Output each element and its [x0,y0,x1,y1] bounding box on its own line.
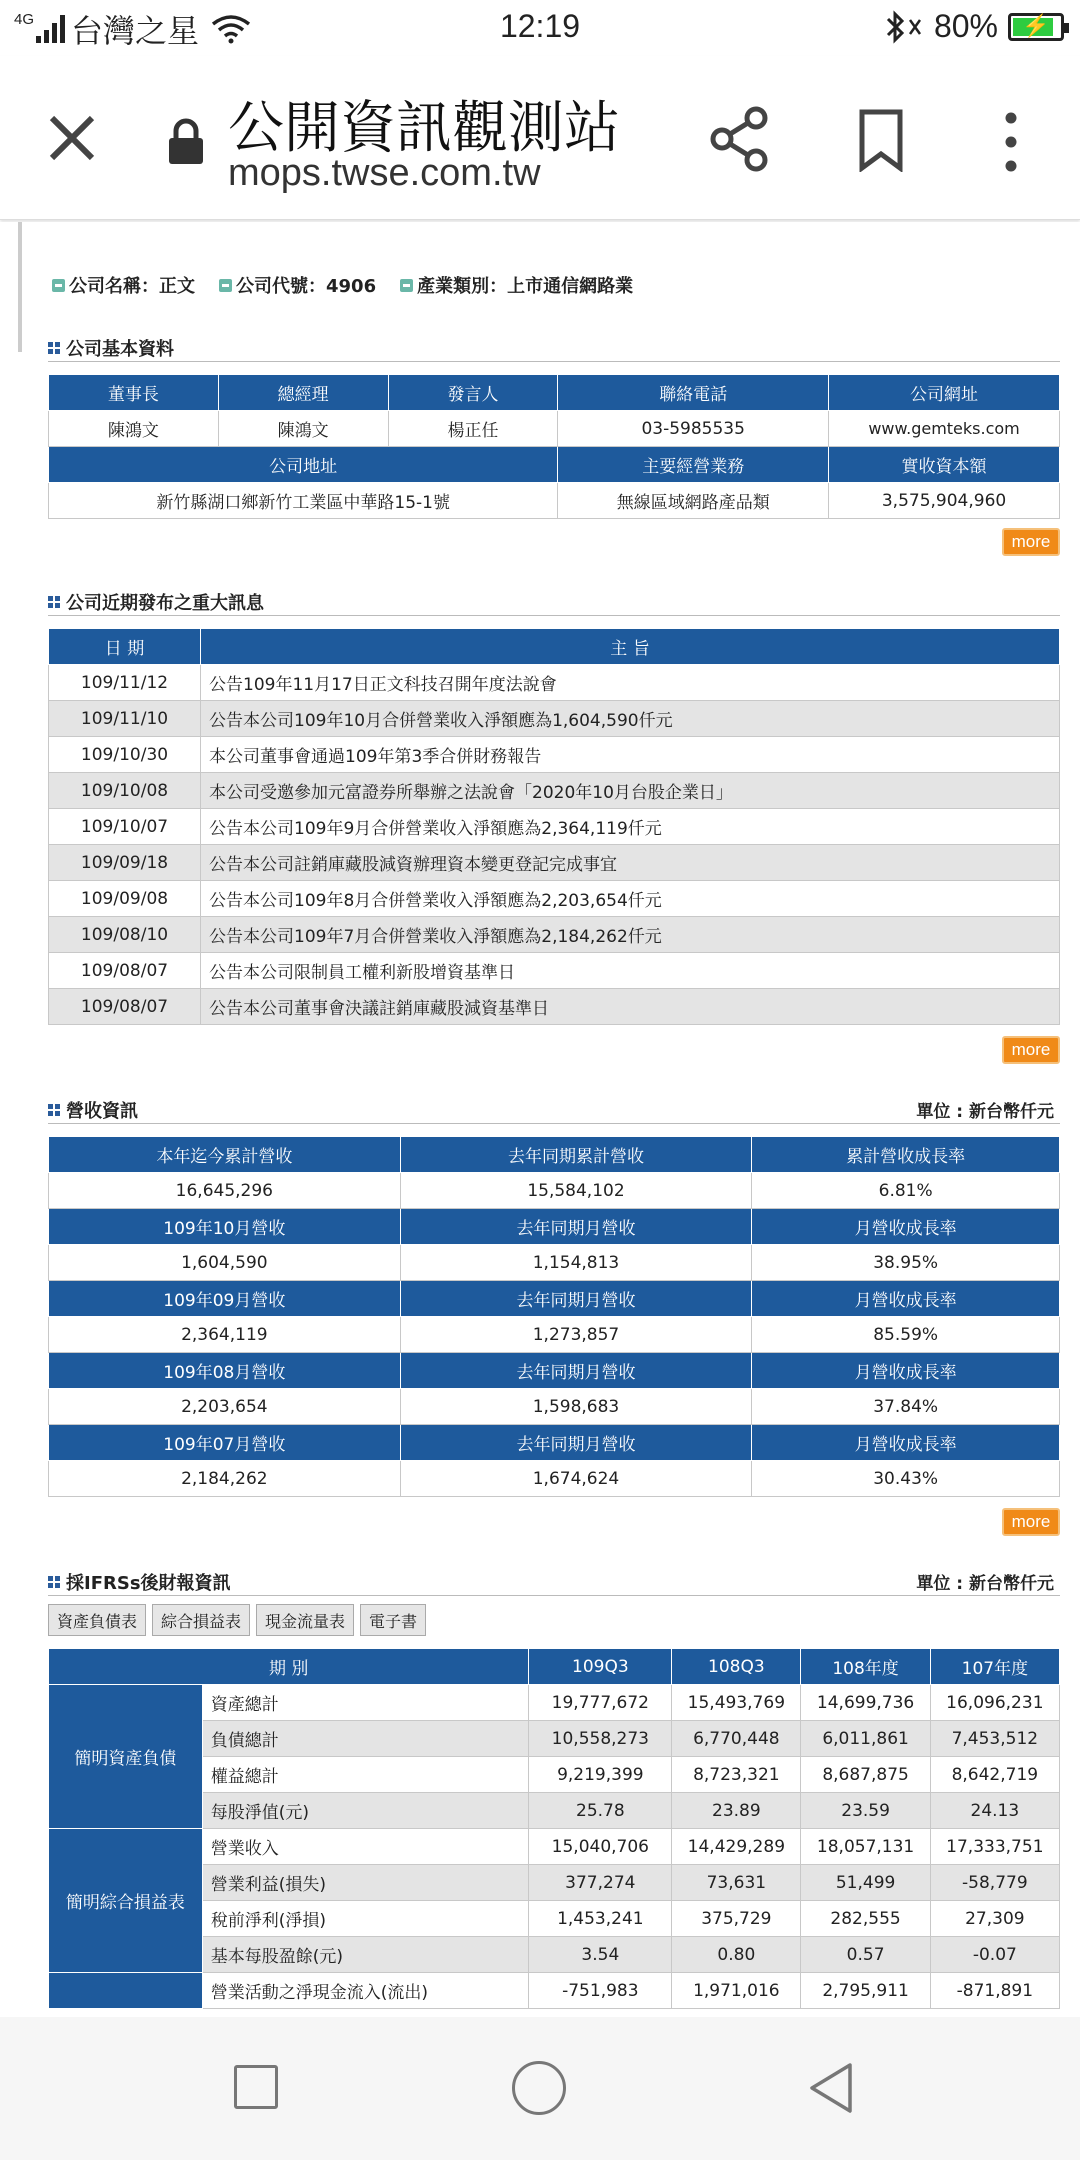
lock-icon [166,118,206,166]
financial-value: 8,723,321 [672,1757,801,1793]
more-button[interactable]: more [1002,1508,1060,1536]
row-label: 資產總計 [202,1685,529,1721]
period-header: 108Q3 [672,1649,801,1685]
financial-value: 1,971,016 [672,1973,801,2009]
header-cell: 去年同期累計營收 [400,1137,752,1173]
back-icon[interactable] [806,2061,856,2115]
header-cell: 公司網址 [829,375,1060,411]
header-cell: 月營收成長率 [752,1425,1060,1461]
period-header: 109Q3 [529,1649,672,1685]
row-label: 負債總計 [202,1721,529,1757]
table-row [49,1245,1060,1281]
financial-value: 15,040,706 [529,1829,672,1865]
financial-value: -0.07 [930,1937,1059,1973]
group-cash-flow [49,1973,203,2009]
financial-value: 19,777,672 [529,1685,672,1721]
financial-value: 375,729 [672,1901,801,1937]
section-bullet-icon [48,1576,60,1588]
section-bullet-icon [48,342,60,354]
news-date: 109/10/07 [49,809,201,845]
bullet-icon [400,279,413,292]
header-cell: 主要經營業務 [558,447,829,483]
financial-value: 23.59 [801,1793,930,1829]
section-news-header [48,588,1060,616]
more-button[interactable]: more [1002,1036,1060,1064]
header-cell: 累計營收成長率 [752,1137,1060,1173]
financial-value: 14,699,736 [801,1685,930,1721]
revenue-value: 1,273,857 [400,1317,752,1353]
row-label: 基本每股盈餘(元) [202,1937,529,1973]
news-subject-link[interactable]: 本公司董事會通過109年第3季合併財務報告 [201,737,1060,773]
web-content [0,222,1080,2017]
carrier-name: 台灣之星 [71,13,200,49]
table-row [49,1137,1060,1173]
header-cell: 109年09月營收 [49,1281,401,1317]
revenue-value: 15,584,102 [400,1173,752,1209]
news-date: 109/10/30 [49,737,201,773]
company-name: 公司名稱：正文 [69,276,195,297]
ifrs-table [48,1648,1060,2009]
header-cell: 公司地址 [49,447,558,483]
financial-value: 10,558,273 [529,1721,672,1757]
financial-value: 8,687,875 [801,1757,930,1793]
bullet-icon [52,279,65,292]
financial-value: -751,983 [529,1973,672,2009]
financial-value: 9,219,399 [529,1757,672,1793]
row-label: 營業活動之淨現金流入(流出) [202,1973,529,2009]
revenue-value: 37.84% [752,1389,1060,1425]
bullet-icon [219,279,232,292]
company-industry: 產業類別：上市通信網路業 [417,276,634,297]
section-title: 公司近期發布之重大訊息 [66,592,264,614]
bluetooth-icon [880,10,924,44]
header-cell: 月營收成長率 [752,1209,1060,1245]
news-subject-link[interactable]: 公告本公司109年10月合併營業收入淨額應為1,604,590仟元 [201,701,1060,737]
header-cell: 期 別 [49,1649,529,1685]
financial-value: 27,309 [930,1901,1059,1937]
chairman-value: 陳鴻文 [49,411,219,447]
table-row [49,1425,1060,1461]
news-subject-link[interactable]: 公告本公司董事會決議註銷庫藏股減資基準日 [201,989,1060,1025]
header-cell: 去年同期月營收 [400,1209,752,1245]
table-row [49,1829,1060,1865]
section-bullet-icon [48,596,60,608]
news-date: 109/10/08 [49,773,201,809]
financial-value: 377,274 [529,1865,672,1901]
header-cell: 實收資本額 [829,447,1060,483]
header-cell: 月營收成長率 [752,1281,1060,1317]
capital-value: 3,575,904,960 [829,483,1060,519]
header-cell: 去年同期月營收 [400,1425,752,1461]
section-bullet-icon [48,1104,60,1116]
financial-value: 73,631 [672,1865,801,1901]
url-field[interactable]: mops.twse.com.tw [228,152,541,194]
gm-value: 陳鴻文 [218,411,388,447]
section-ifrs-header [48,1568,1060,1596]
news-date: 109/11/10 [49,701,201,737]
news-subject-link[interactable]: 公告本公司限制員工權利新股增資基準日 [201,953,1060,989]
status-bar [0,0,1080,56]
report-tabs [48,1604,426,1636]
financial-value: 1,453,241 [529,1901,672,1937]
financial-value: 6,011,861 [801,1721,930,1757]
financial-value: 14,429,289 [672,1829,801,1865]
news-subject-link[interactable]: 公告本公司109年9月合併營業收入淨額應為2,364,119仟元 [201,809,1060,845]
period-header: 108年度 [801,1649,930,1685]
clock: 12:19 [499,8,581,44]
section-title: 採IFRSs後財報資訊 [66,1572,231,1594]
table-row[interactable] [49,881,1060,917]
tab-balance-sheet[interactable]: 資產負債表 [48,1604,146,1636]
revenue-value: 1,598,683 [400,1389,752,1425]
scroll-edge [18,222,22,352]
company-code: 公司代號：4906 [236,276,377,297]
header-cell: 去年同期月營收 [400,1281,752,1317]
revenue-value: 2,364,119 [49,1317,401,1353]
table-row[interactable] [49,845,1060,881]
table-row [49,1281,1060,1317]
financial-value: 8,642,719 [930,1757,1059,1793]
revenue-value: 1,604,590 [49,1245,401,1281]
tab-income-statement[interactable]: 綜合損益表 [152,1604,250,1636]
row-label: 營業利益(損失) [202,1865,529,1901]
section-title: 營收資訊 [66,1100,138,1122]
company-info-line [52,272,633,298]
section-revenue-header [48,1096,1060,1124]
news-date: 109/08/07 [49,953,201,989]
more-vert-icon[interactable] [996,110,1026,174]
financial-value: 0.57 [801,1937,930,1973]
phone-value: 03-5985535 [558,411,829,447]
news-date: 109/08/07 [49,989,201,1025]
header-cell: 主 旨 [201,629,1060,665]
table-row [49,1649,1060,1685]
share-icon[interactable] [708,106,770,172]
network-type: 4G [14,10,35,28]
table-row [49,1973,1060,2009]
table-row [49,1461,1060,1497]
news-subject-link[interactable]: 本公司受邀參加元富證券所舉辦之法說會「2020年10月台股企業日」 [201,773,1060,809]
group-income-statement: 簡明綜合損益表 [49,1829,203,1973]
table-row[interactable] [49,989,1060,1025]
news-date: 109/08/10 [49,917,201,953]
table-row[interactable] [49,701,1060,737]
table-row [49,1389,1060,1425]
tab-cash-flow[interactable]: 現金流量表 [256,1604,354,1636]
section-basic-header [48,334,1060,362]
revenue-value: 30.43% [752,1461,1060,1497]
table-row[interactable] [49,809,1060,845]
news-subject-link[interactable]: 公告109年11月17日正文科技召開年度法說會 [201,665,1060,701]
unit-label: 單位 : 新台幣仟元 [916,1574,1054,1594]
revenue-value: 38.95% [752,1245,1060,1281]
header-cell: 總經理 [218,375,388,411]
period-header: 107年度 [930,1649,1059,1685]
table-row[interactable] [49,773,1060,809]
row-label: 權益總計 [202,1757,529,1793]
header-cell: 董事長 [49,375,219,411]
financial-value: 24.13 [930,1793,1059,1829]
row-label: 每股淨值(元) [202,1793,529,1829]
header-cell: 本年迄今累計營收 [49,1137,401,1173]
table-row[interactable] [49,917,1060,953]
financial-value: 2,795,911 [801,1973,930,2009]
basic-info-table [48,374,1060,519]
row-label: 營業收入 [202,1829,529,1865]
header-cell: 109年07月營收 [49,1425,401,1461]
website-link[interactable]: www.gemteks.com [829,411,1060,447]
bookmark-icon[interactable] [856,108,906,172]
financial-value: 15,493,769 [672,1685,801,1721]
financial-value: 17,333,751 [930,1829,1059,1865]
revenue-value: 6.81% [752,1173,1060,1209]
revenue-value: 1,674,624 [400,1461,752,1497]
group-balance-sheet: 簡明資產負債 [49,1685,203,1829]
more-button[interactable]: more [1002,528,1060,556]
revenue-value: 2,184,262 [49,1461,401,1497]
financial-value: 0.80 [672,1937,801,1973]
table-row[interactable] [49,737,1060,773]
header-cell: 去年同期月營收 [400,1353,752,1389]
row-label: 稅前淨利(淨損) [202,1901,529,1937]
close-icon[interactable] [44,110,100,166]
unit-label: 單位 : 新台幣仟元 [916,1102,1054,1122]
news-table [48,628,1060,1025]
header-cell: 109年10月營收 [49,1209,401,1245]
header-cell: 日 期 [49,629,201,665]
news-subject-link[interactable]: 公告本公司109年7月合併營業收入淨額應為2,184,262仟元 [201,917,1060,953]
financial-value: 25.78 [529,1793,672,1829]
table-row[interactable] [49,953,1060,989]
system-navbar [0,2017,1080,2160]
header-cell: 發言人 [388,375,558,411]
financial-value: 51,499 [801,1865,930,1901]
news-date: 109/11/12 [49,665,201,701]
financial-value: 6,770,448 [672,1721,801,1757]
recent-apps-icon[interactable] [234,2065,278,2109]
news-subject-link[interactable]: 公告本公司註銷庫藏股減資辦理資本變更登記完成事宜 [201,845,1060,881]
table-row [49,1685,1060,1721]
news-subject-link[interactable]: 公告本公司109年8月合併營業收入淨額應為2,203,654仟元 [201,881,1060,917]
financial-value: 23.89 [672,1793,801,1829]
news-date: 109/09/18 [49,845,201,881]
browser-toolbar [0,56,1080,220]
section-title: 公司基本資料 [66,338,174,360]
table-row [49,1353,1060,1389]
business-value: 無線區域網路產品類 [558,483,829,519]
revenue-value: 1,154,813 [400,1245,752,1281]
home-icon[interactable] [512,2061,566,2115]
financial-value: 7,453,512 [930,1721,1059,1757]
financial-value: -58,779 [930,1865,1059,1901]
battery-charging-icon: ⚡ [1008,13,1064,41]
revenue-table [48,1136,1060,1497]
header-cell: 109年08月營收 [49,1353,401,1389]
financial-value: 18,057,131 [801,1829,930,1865]
table-row [49,1209,1060,1245]
revenue-value: 16,645,296 [49,1173,401,1209]
page-title[interactable]: 公開資訊觀測站 [228,96,620,161]
financial-value: -871,891 [930,1973,1059,2009]
header-cell: 聯絡電話 [558,375,829,411]
financial-value: 3.54 [529,1937,672,1973]
spokesman-value: 楊正任 [388,411,558,447]
table-row [49,1317,1060,1353]
battery-percent: 80% [933,8,998,44]
revenue-value: 2,203,654 [49,1389,401,1425]
table-row[interactable] [49,665,1060,701]
address-value: 新竹縣湖口鄉新竹工業區中華路15-1號 [49,483,558,519]
financial-value: 16,096,231 [930,1685,1059,1721]
header-cell: 月營收成長率 [752,1353,1060,1389]
financial-value: 282,555 [801,1901,930,1937]
tab-ebook[interactable]: 電子書 [360,1604,426,1636]
table-row [49,1173,1060,1209]
revenue-value: 85.59% [752,1317,1060,1353]
news-date: 109/09/08 [49,881,201,917]
